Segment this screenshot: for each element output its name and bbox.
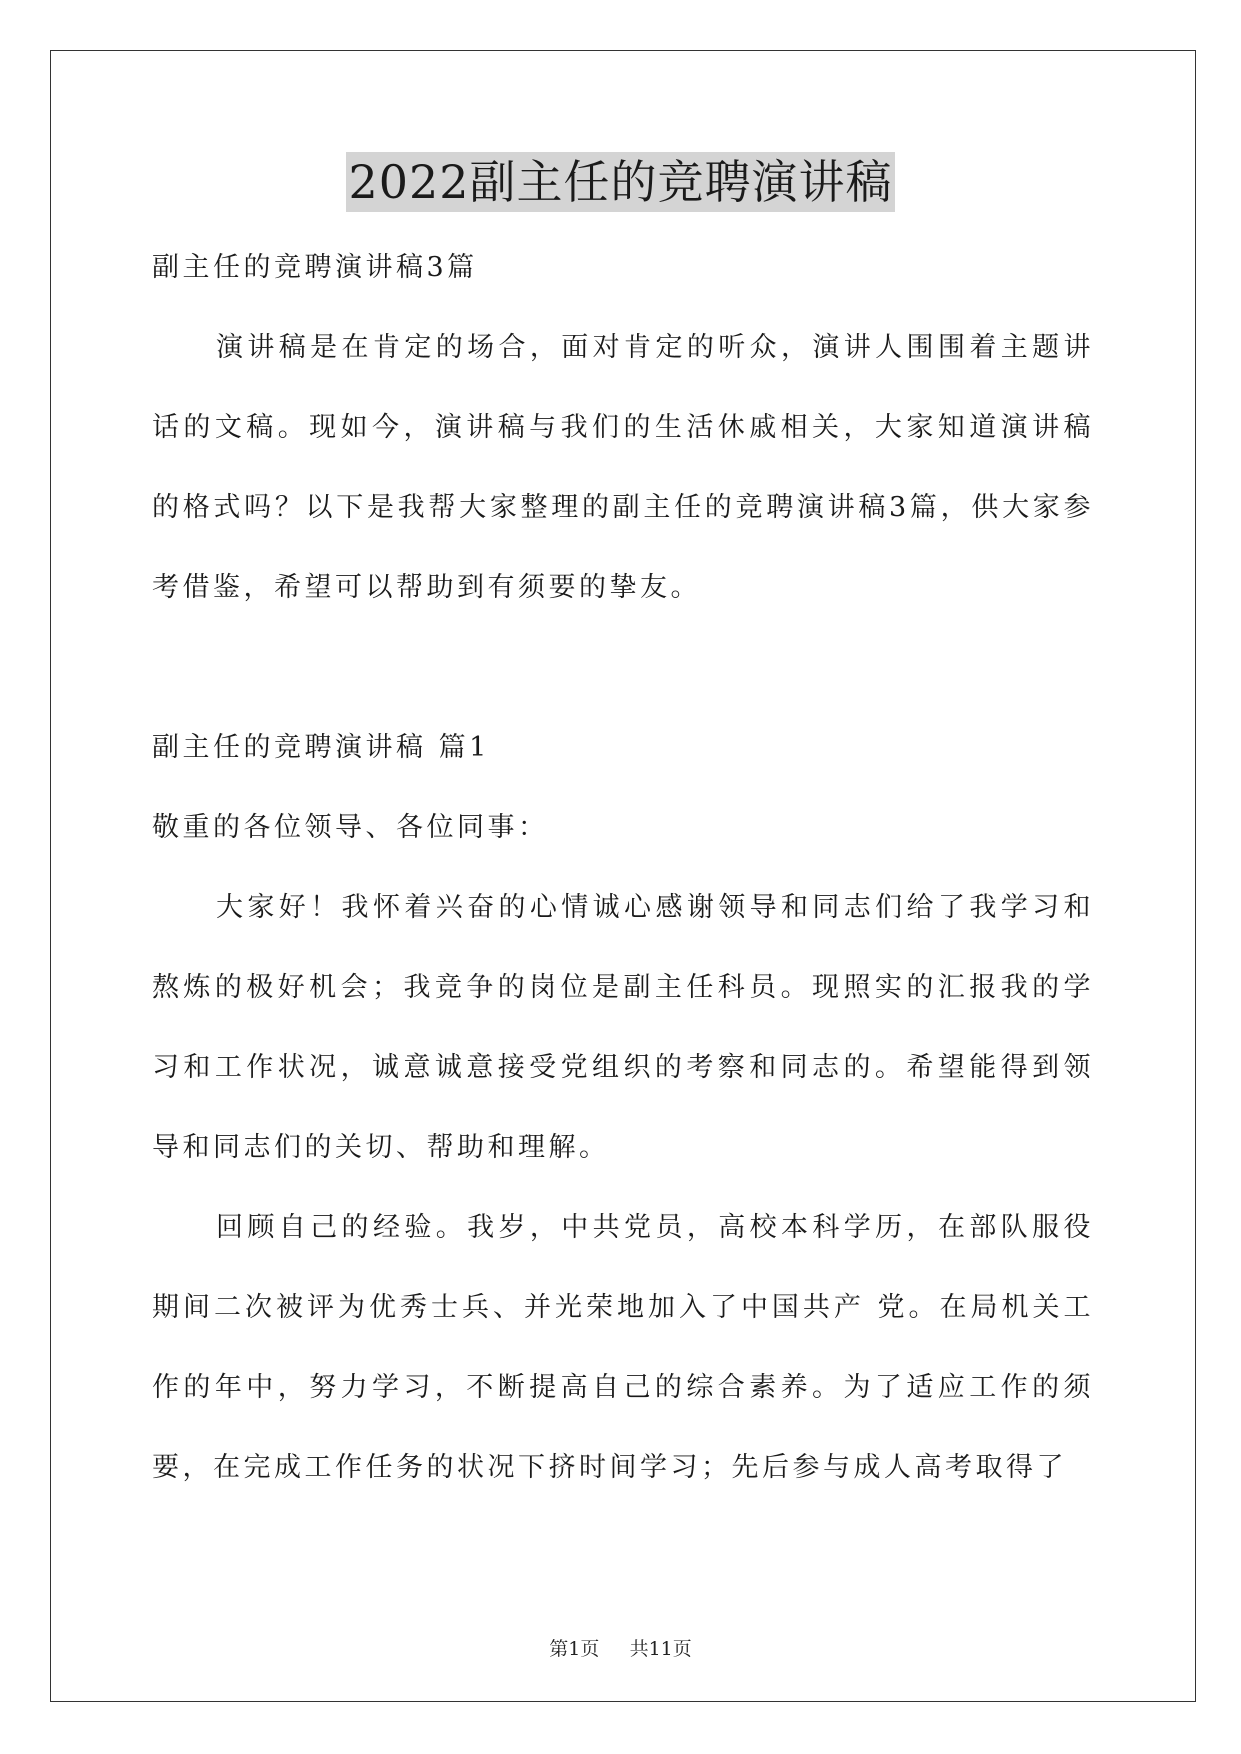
intro-paragraph: 演讲稿是在肯定的场合，面对肯定的听众，演讲人围围着主题讲话的文稿。现如今，演讲稿与我们的生活休戚相关，大家知道演讲稿的格式吗？以下是我帮大家整理的副主任的竞聘演讲稿3篇，供大家参考借鉴，希望可以帮助到有须要的挚友。 <box>152 332 1094 603</box>
title-container <box>0 152 1241 212</box>
document-subtitle: 副主任的竞聘演讲稿3篇 <box>152 252 478 283</box>
body-paragraph-1: 大家好！我怀着兴奋的心情诚心感谢领导和同志们给了我学习和熬炼的极好机会；我竞争的岗位是副主任科员。现照实的汇报我的学习和工作状况，诚意诚意接受党组织的考察和同志的。希望能得到领导和同志们的关切、帮助和理解。 <box>152 892 1094 1163</box>
page-footer <box>0 1634 1241 1661</box>
body-paragraph-2: 回顾自己的经验。我岁，中共党员，高校本科学历，在部队服役期间二次被评为优秀士兵、并光荣地加入了中国共产 党。在局机关工作的年中，努力学习，不断提高自己的综合素养。为了适应工作的须要，在完成工作任务的状况下挤时间学习；先后参与成人高考取得了 <box>152 1212 1094 1483</box>
page-number: 第1页 <box>549 1638 600 1660</box>
section-heading: 副主任的竞聘演讲稿 篇1 <box>152 732 490 763</box>
salutation: 敬重的各位领导、各位同事： <box>152 812 549 843</box>
document-body <box>152 228 1094 1508</box>
document-title: 2022副主任的竞聘演讲稿 <box>346 152 894 212</box>
total-pages: 共11页 <box>629 1638 692 1660</box>
footer-spacer <box>605 1638 623 1660</box>
